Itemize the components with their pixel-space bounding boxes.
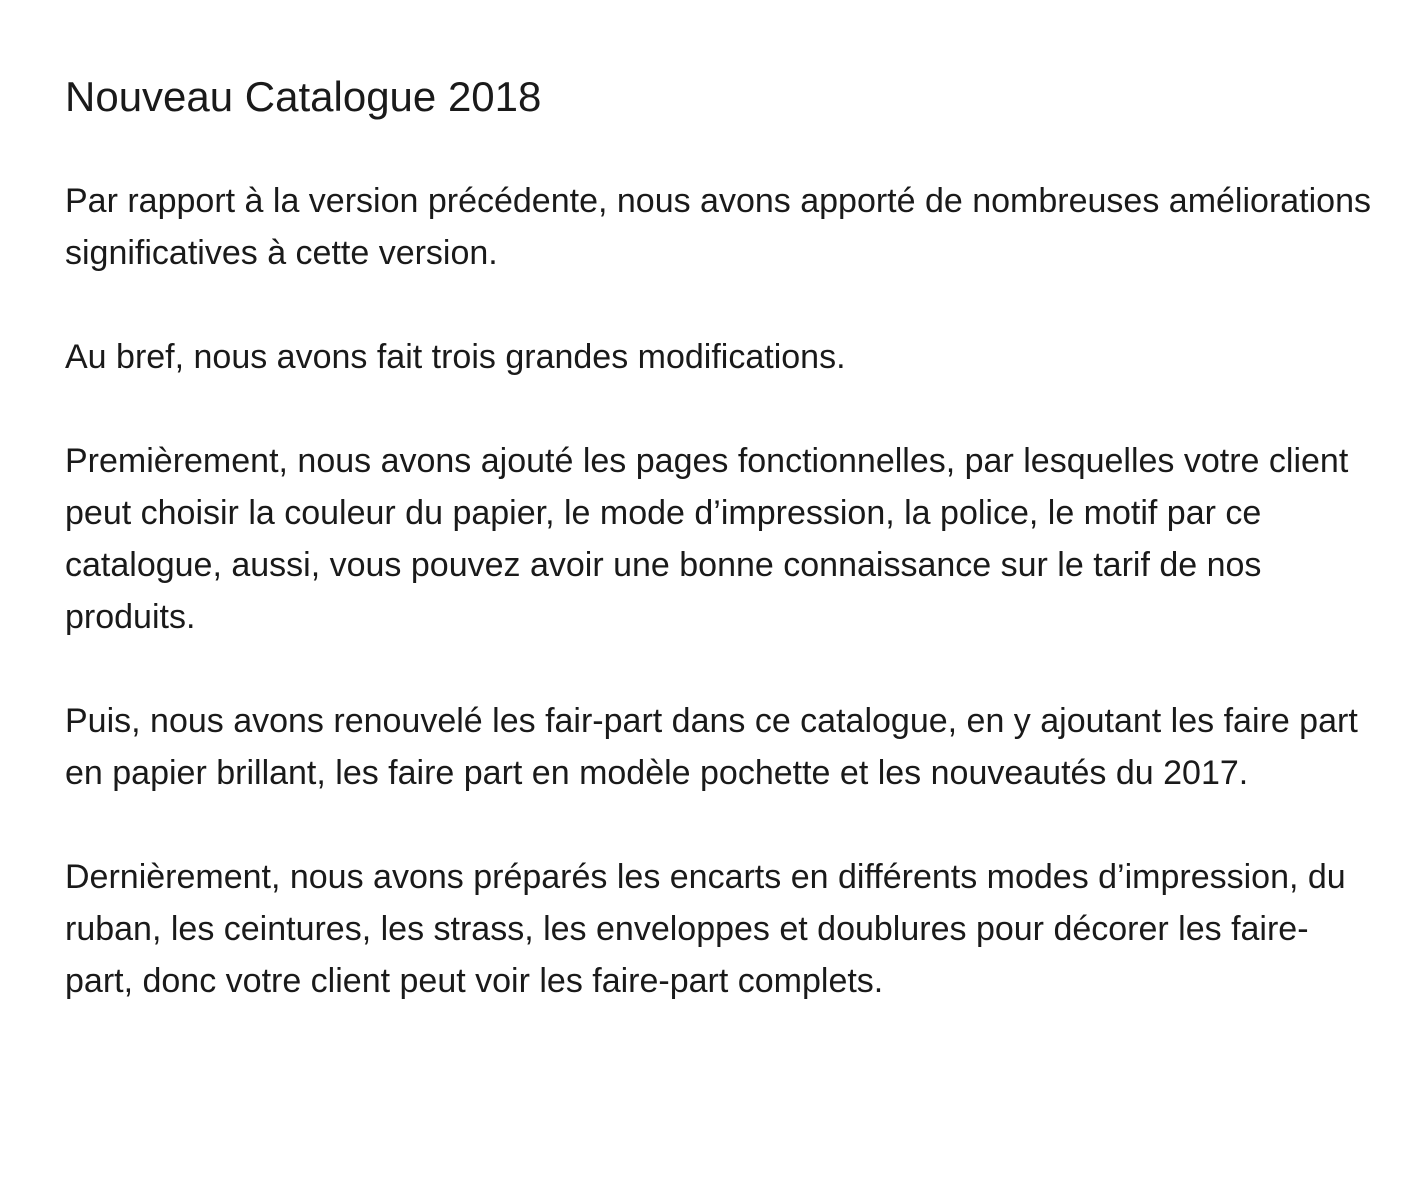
document-body [65, 175, 1375, 1007]
paragraph-third-change: Dernièrement, nous avons préparés les encarts en différents modes d’impression, du ruban, les ceintures, les strass, les enveloppes et doublures pour décorer les faire-part, donc votre client peut voir les faire-part complets. [65, 858, 1346, 1000]
document-title: Nouveau Catalogue 2018 [65, 73, 542, 120]
paragraph-first-change: Premièrement, nous avons ajouté les pages fonctionnelles, par lesquelles votre client peut choisir la couleur du papier, le mode d’impression, la police, le motif par ce catalogue, aussi, vous pouvez avoir une bonne connaissance sur le tarif de nos produits. [65, 442, 1349, 636]
paragraph-intro: Par rapport à la version précédente, nous avons apporté de nombreuses améliorations significatives à cette version. [65, 182, 1371, 272]
document-page [65, 70, 1375, 1007]
paragraph-summary: Au bref, nous avons fait trois grandes modifications. [65, 338, 846, 376]
paragraph-second-change: Puis, nous avons renouvelé les fair-part dans ce catalogue, en y ajoutant les faire part en papier brillant, les faire part en modèle pochette et les nouveautés du 2017. [65, 702, 1358, 792]
